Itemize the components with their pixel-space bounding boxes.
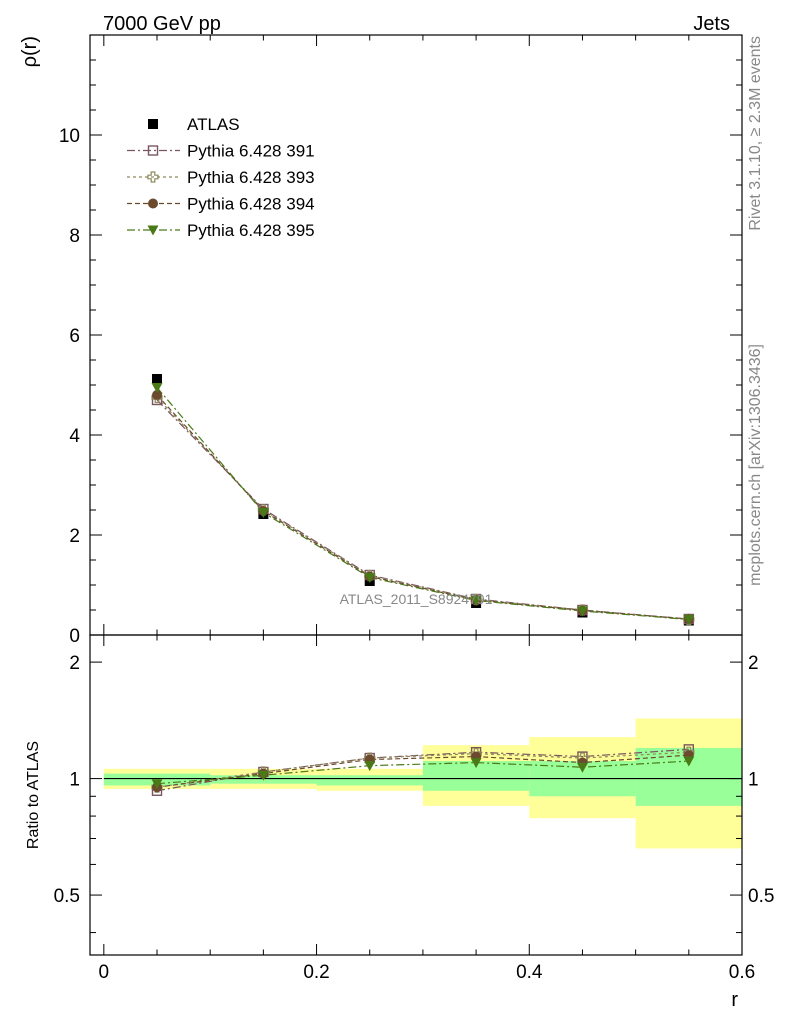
main-y-tick-label: 0 (69, 626, 80, 647)
header-left-label: 7000 GeV pp (103, 13, 221, 35)
ratio-y-tick-label-left: 0.5 (53, 886, 80, 908)
ratio-band-green (317, 775, 423, 785)
main-line-pythia-6-428-393 (157, 398, 689, 620)
main-y-tick-label: 8 (69, 226, 80, 247)
legend-label-atlas: ATLAS (187, 115, 240, 134)
main-y-tick-label: 10 (58, 126, 80, 147)
main-y-axis-label: ρ(r) (19, 36, 41, 68)
side-label-mcplots: mcplots.cern.ch [arXiv:1306.3436] (747, 344, 764, 586)
legend-label-pythia-6-428-391: Pythia 6.428 391 (187, 141, 315, 161)
main-y-tick-label: 2 (69, 526, 80, 547)
ratio-y-tick-label-right: 0.5 (748, 886, 775, 908)
x-tick-label: 0.2 (303, 962, 330, 983)
ratio-y-tick-label-right: 1 (748, 769, 759, 791)
x-tick-label: 0.6 (728, 962, 756, 983)
ratio-y-tick-label-right: 2 (748, 653, 759, 675)
ratio-y-tick-label-left: 2 (69, 653, 80, 675)
ratio-y-axis-label: Ratio to ATLAS (25, 740, 42, 850)
header-right-label: Jets (693, 13, 730, 35)
legend-label-pythia-6-428-393: Pythia 6.428 393 (187, 168, 315, 187)
main-point-atlas (152, 374, 162, 384)
main-y-tick-label: 6 (69, 326, 80, 347)
main-y-tick-label: 4 (69, 426, 80, 447)
main-series-lines (157, 388, 689, 620)
legend-label-pythia-6-428-395: Pythia 6.428 395 (187, 221, 315, 240)
main-line-pythia-6-428-391 (157, 400, 689, 619)
x-axis-label: r (731, 989, 738, 1011)
x-tick-label: 0.4 (516, 962, 543, 983)
main-line-pythia-6-428-394 (157, 395, 689, 619)
ratio-y-tick-label-left: 1 (69, 769, 80, 791)
main-line-pythia-6-428-395 (157, 388, 689, 620)
x-tick-label: 0 (98, 962, 110, 983)
legend-marker-pythia-6-428-394 (148, 199, 158, 209)
side-label-rivet: Rivet 3.1.10, ≥ 2.3M events (747, 36, 764, 231)
analysis-watermark: ATLAS_2011_S8924791 (339, 591, 493, 607)
legend (127, 115, 315, 240)
legend-label-pythia-6-428-394: Pythia 6.428 394 (187, 194, 315, 214)
tick-labels (54, 126, 775, 983)
legend-marker-atlas (148, 119, 158, 129)
